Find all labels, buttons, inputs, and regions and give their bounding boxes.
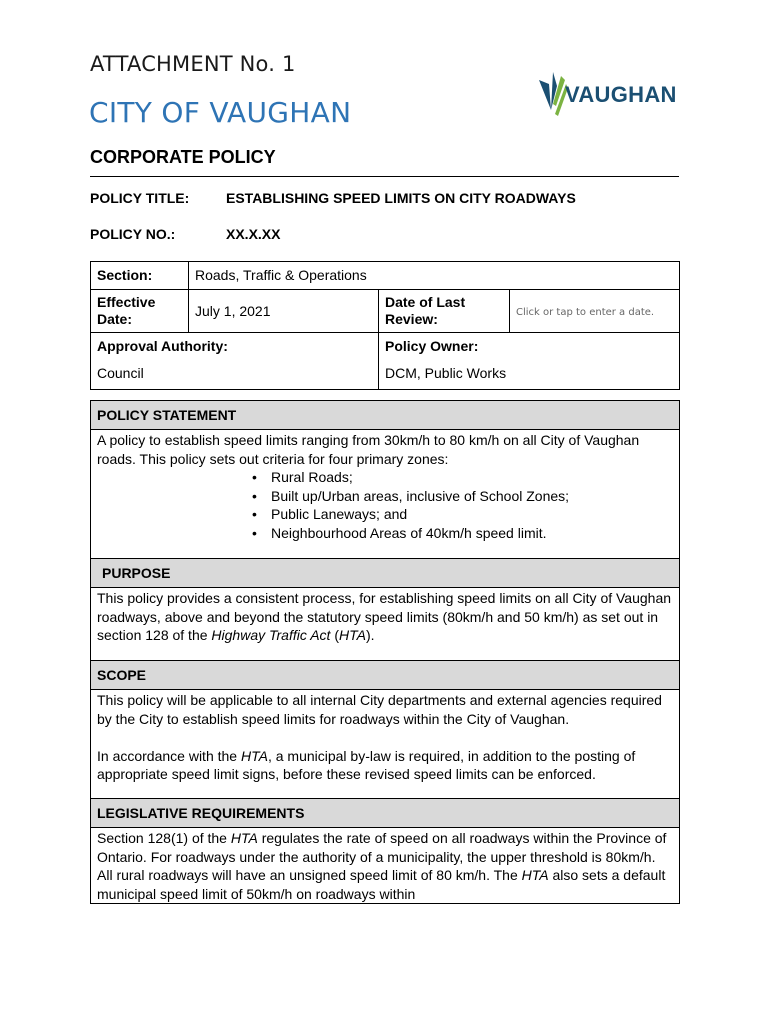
policy-statement-body: [91, 430, 680, 559]
purpose-body: [91, 588, 680, 661]
legislative-text: Section 128(1) of the HTA regulates the rate of speed on all roadways within the Province of Ontario. For roadways under the authority of a municipality, the upper threshold is 80km/h. All rural roadways will have an unsigned speed limit of 80 km/h. The HTA also sets a default municipal speed limit of 50km/h on roadways within: [97, 830, 667, 902]
policy-owner-value: DCM, Public Works: [385, 365, 507, 381]
policy-title-value: ESTABLISHING SPEED LIMITS ON CITY ROADWAYS: [226, 190, 576, 206]
vaughan-logo: [539, 70, 681, 122]
last-review-placeholder: Click or tap to enter a date.: [516, 306, 655, 318]
zone-list-item: • Public Laneways; and: [252, 506, 408, 522]
policy-title-label: POLICY TITLE:: [90, 190, 190, 206]
last-review-label: Date of Last Review:: [379, 290, 510, 333]
purpose-text: This policy provides a consistent process, for establishing speed limits on all City of Vaughan roadways, above and beyond the statutory speed limits (80km/h and 50 km/h) as set out in section 128 of the Highway Traffic Act (HTA).: [97, 590, 672, 643]
policy-content-table: [90, 400, 680, 904]
policy-number-value: XX.X.XX: [226, 226, 281, 242]
city-title: CITY OF VAUGHAN: [89, 96, 352, 129]
policy-owner-cell: [379, 333, 680, 390]
bullet-icon: •: [252, 524, 257, 541]
scope-body: [91, 690, 680, 799]
last-review-date-field[interactable]: [510, 290, 680, 333]
purpose-header: PURPOSE: [91, 559, 680, 588]
policy-owner-label: Policy Owner:: [385, 338, 479, 354]
policy-statement-header: POLICY STATEMENT: [91, 401, 680, 430]
zone-list-item: • Built up/Urban areas, inclusive of School Zones;: [252, 487, 570, 504]
bullet-icon: •: [252, 487, 257, 504]
approval-authority-label: Approval Authority:: [97, 338, 228, 354]
zone-list-item: • Rural Roads;: [252, 469, 353, 485]
section-label: Section:: [91, 262, 189, 290]
bullet-icon: •: [252, 469, 257, 485]
approval-authority-value: Council: [97, 365, 144, 381]
document-heading: CORPORATE POLICY: [90, 147, 276, 167]
policy-statement-text: A policy to establish speed limits ranging from 30km/h to 80 km/h on all City of Vaughan roads. This policy sets out criteria for four primary zones:: [97, 432, 640, 467]
effective-date-value: July 1, 2021: [189, 290, 379, 333]
zone-list: [97, 468, 673, 542]
scope-paragraph-1: This policy will be applicable to all internal City departments and external agencies required by the City to establish speed limits for roadways within the City of Vaughan.: [97, 692, 662, 727]
heading-divider: [90, 176, 679, 177]
scope-paragraph-2: In accordance with the HTA, a municipal by-law is required, in addition to the posting of appropriate speed limit signs, before these revised speed limits can be enforced.: [97, 747, 636, 782]
policy-info-table: [90, 261, 680, 390]
section-value: Roads, Traffic & Operations: [189, 262, 680, 290]
scope-header: SCOPE: [91, 661, 680, 690]
logo-wordmark: VAUGHAN: [565, 82, 677, 107]
effective-date-label: Effective Date:: [91, 290, 189, 333]
attachment-label: ATTACHMENT No. 1: [90, 52, 296, 76]
legislative-requirements-header: LEGISLATIVE REQUIREMENTS: [91, 799, 680, 828]
approval-authority-cell: [91, 333, 379, 390]
policy-number-label: POLICY NO.:: [90, 226, 176, 242]
bullet-icon: •: [252, 506, 257, 522]
legislative-requirements-body: [91, 828, 680, 904]
zone-list-item: • Neighbourhood Areas of 40km/h speed limit.: [252, 524, 547, 541]
